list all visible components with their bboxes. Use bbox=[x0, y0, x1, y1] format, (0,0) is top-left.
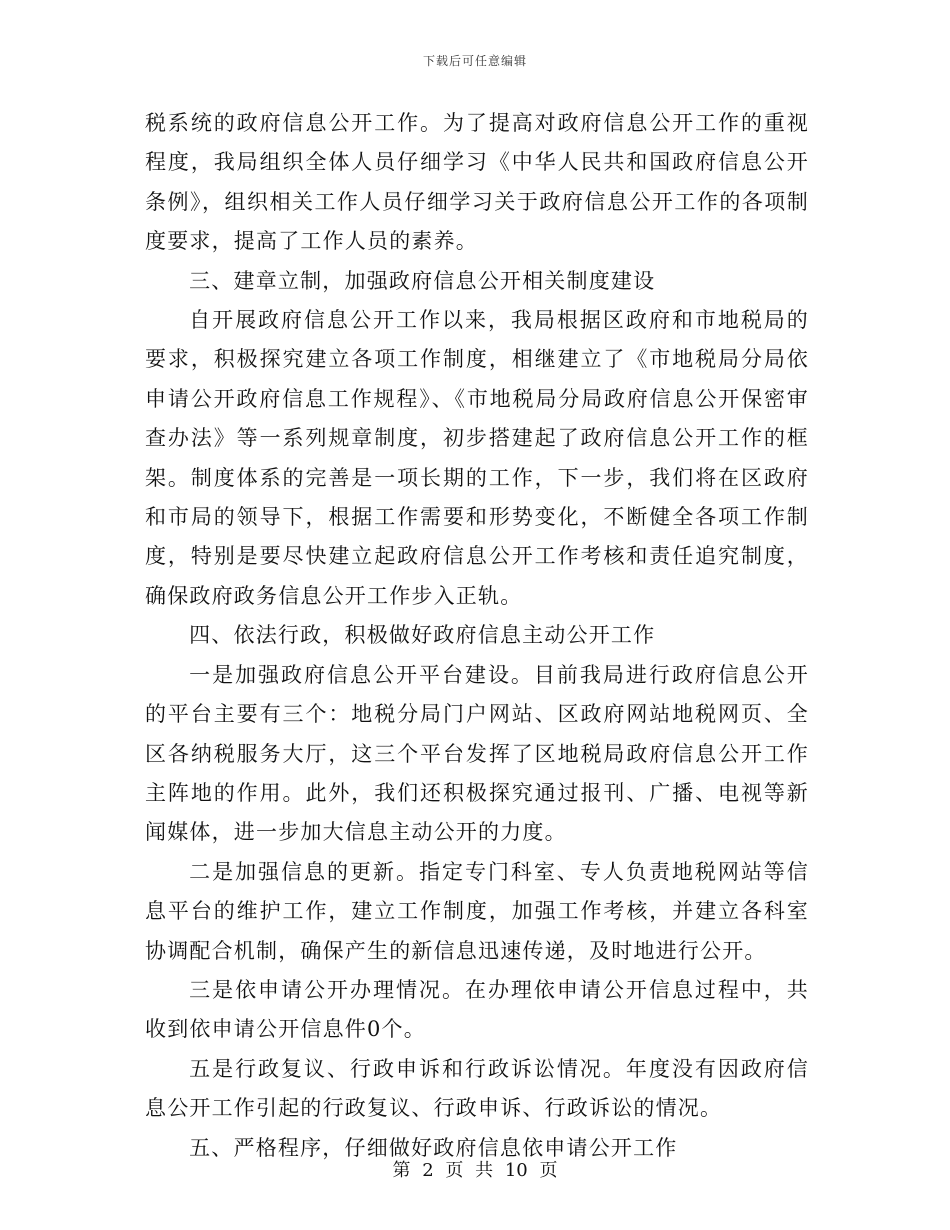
page-header-note: 下载后可任意编辑 bbox=[422, 54, 527, 68]
paragraph-8: 五是行政复议、行政申诉和行政诉讼情况。年度没有因政府信息公开工作引起的行政复议、行政申诉、行政诉讼的情况。 bbox=[145, 1056, 809, 1121]
section-heading-3: 三、建章立制，加强政府信息公开相关制度建设 bbox=[189, 268, 656, 293]
section-heading-5: 五、严格程序，仔细做好政府信息依申请公开工作 bbox=[189, 1135, 678, 1160]
section-heading-4: 四、依法行政，积极做好政府信息主动公开工作 bbox=[189, 623, 656, 648]
paragraph-7: 三是依申请公开办理情况。在办理依申请公开信息过程中，共收到依申请公开信息件0个。 bbox=[145, 977, 809, 1042]
page-number-footer: 第 2 页 共 10 页 bbox=[392, 1160, 558, 1181]
paragraph-3: 自开展政府信息公开工作以来，我局根据区政府和市地税局的要求，积极探究建立各项工作制度，相继建立了《市地税局分局依申请公开政府信息工作规程》、《市地税局分局政府信息公开保密审查办法》等一系列规章制度，初步搭建起了政府信息公开工作的框架。制度体系的完善是一项长期的工作，下一步，我们将在区政府和市局的领导下，根据工作需要和形势变化，不断健全各项工作制度，特别是要尽快建立起政府信息公开工作考核和责任追究制度，确保政府政务信息公开工作步入正轨。 bbox=[145, 308, 809, 608]
document-body bbox=[145, 104, 809, 1168]
paragraph-6: 二是加强信息的更新。指定专门科室、专人负责地税网站等信息平台的维护工作，建立工作制度，加强工作考核，并建立各科室协调配合机制，确保产生的新信息迅速传递，及时地进行公开。 bbox=[145, 859, 809, 963]
paragraph-1: 税系统的政府信息公开工作。为了提高对政府信息公开工作的重视程度，我局组织全体人员仔细学习《中华人民共和国政府信息公开条例》，组织相关工作人员仔细学习关于政府信息公开工作的各项制度要求，提高了工作人员的素养。 bbox=[145, 111, 809, 254]
paragraph-5: 一是加强政府信息公开平台建设。目前我局进行政府信息公开的平台主要有三个：地税分局门户网站、区政府网站地税网页、全区各纳税服务大厅，这三个平台发挥了区地税局政府信息公开工作主阵地的作用。此外，我们还积极探究通过报刊、广播、电视等新闻媒体，进一步加大信息主动公开的力度。 bbox=[145, 662, 809, 845]
